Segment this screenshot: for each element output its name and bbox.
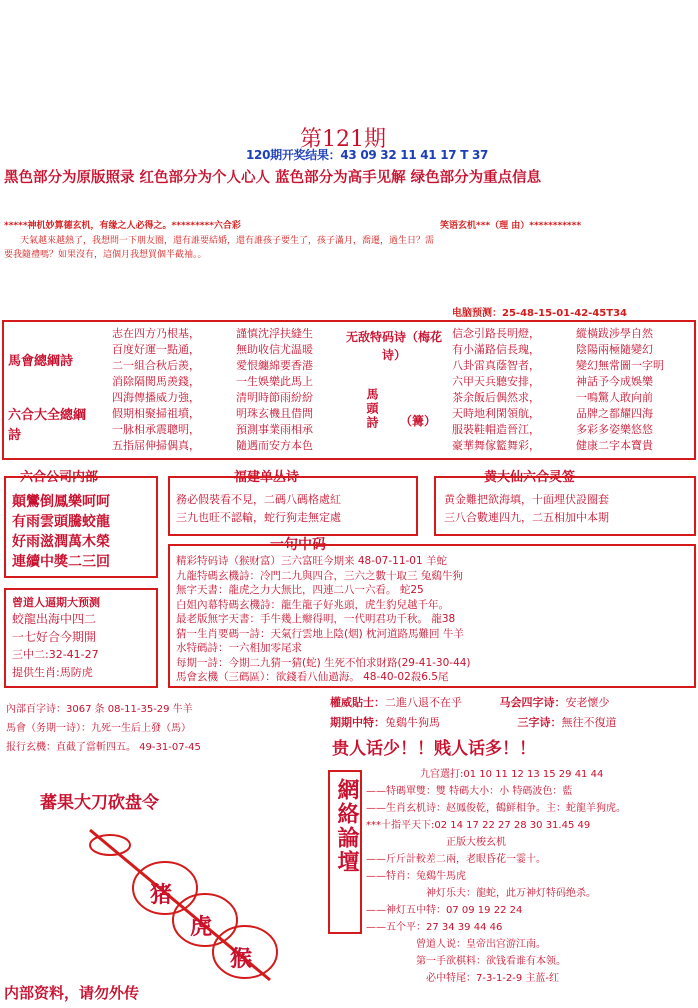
fujian-line-2: 三九也旺不認輸，蛇行狗走無定處 [176,511,341,524]
intro-right-title: 笑语玄机***（理 由）*********** [440,221,582,231]
poem-col-1: 志在四方乃根基， 百度好運一點通， 二一組合秋后羨， 消除隔閡馬羨錢， 四海傳播威力強， 假期相聚掃祖墳， 一脉相承震聰明， 五指屈伸掃偶真， [112,327,200,452]
horse-poem-label: 馬會總綱詩 [8,354,74,369]
fujian-title: 福建单丛诗 [234,470,300,485]
huangdaxian-title: 黄大仙六合灵签 [484,470,576,485]
luntan-vertical: 網絡論壇 [334,778,359,874]
daoren-box [4,588,158,688]
luntan-lines: 九宫選打:01 10 11 12 13 15 29 41 44 ——特碼單雙：雙 特碼大小：小 特碼波色：藍 ——生肖玄机诗：赵鳳俊乾，鶴鲜相争。主：蛇龍羊狗虎。 ***十指平天下:02 14 17 22 27 28 30 31.45 49 正版大梭玄机 ——斤斤計較差二兩，老眼昏花一霎十。 ——特肖：兔鷄牛馬虎 神灯乐夫：龍蛇，此万神灯特码绝杀。 ——神灯五中特：07 09 19 22 24 ——五个平：27 34 39 44 46 曾道人说：皇帝出宫游江南。 第一手欲棋料：欲钱看谁有本领。 必中特尾：7-3-1-2-9 主蓝-红 [366,769,626,984]
caiguo-bottom: 内部资料，请勿外传 [4,984,140,1002]
quanwei-row-1: 權威貼士：二進八退不在乎 马会四字诗：安老懷少 [330,696,610,709]
slogan: 贵人话少！！贱人话多！！ [332,739,536,759]
fruit-1: 猪 [150,883,173,908]
yiju-box [168,544,696,688]
internal-lines: 內部百字诗：3067 条 08-11-35-29 牛羊 馬會（务期一诗）：九死一生后上發（馬） 报行玄機：直截了當斬四五。 49-31-07-45 [6,704,201,753]
legend-line: 黑色部分为原版照录 红色部分为个人心人 蓝色部分为高手见解 绿色部分为重点信息 [4,170,542,186]
intro-text-2: 要我隨禮嗎？如果沒有，這個月我想買個半截袖。。 [4,250,207,260]
company-lines: 顛鸞倒鳳樂呵呵 有雨雲頭騰蛟龍 好雨滋潤萬木榮 連續中獎二三回 [12,494,110,570]
yiju-lines: 精彩特码诗（猴财富）三六富旺今期来 48-07-11-01 羊蛇 九龍特碼玄機詩：冷門二九與四合，三六之數十取三 兔鷄牛狗 無字天書：龍虎之力大無比，四連二八一六看。 蛇25 白姐內幕特碼玄機詩：龍生龍子好兆頭，虎生豹兒越千年。 最老版無字天書：手牛幾上辮得明，一代明君功千秋。 龍38 猜一生肖要碼一詩：天氣行雲地上陰(烟) 枕河道路馬難回 牛羊 水特碼詩：一六相加零尾求 每期一詩：今期二九猜一猜(蛇) 生死不怕求財路(29-41-30-44) 馬會玄機（三碼區）：欲錢看八仙過海。 48-40-02殺6.5尾 [176,555,471,683]
poem-col-3: 信念引路長明燈， 有小滿路信長瑰， 八卦雷真蔭智者， 六甲天兵聽安排， 茶余飯后偶然求， 天時地利閑領航， 服裝鞋帽造晉江， 豪華舞傢籃舞彩， [452,327,540,452]
yiju-title: 一句中码 [270,537,326,553]
results-line: 120期开奖结果：43 09 32 11 41 17 T 37 [246,148,489,162]
company-box [4,476,158,578]
center-poem-title: 无敌特码诗（梅花诗） [345,330,442,362]
intro-text-1: 天氣越來越熱了，我想問一下朋友圈，還有誰要結婚，還有誰孩子要生了，孩子滿月，喬遷，過生日？需 [20,236,435,246]
computer-prediction: 电脑预测：25-48-15-01-42-45T34 [452,308,627,319]
huangdaxian-line-1: 黄金難把欲海填，十面埋伏設圈套 [444,493,609,506]
daoren-line-2: 一七好合今期開 [12,630,97,644]
daoren-line-3: 三中二:32-41-27 [12,648,99,661]
company-title: 六合公司内部 [20,470,99,485]
luntan-vertical-box [328,770,362,934]
quanwei-row-2: 期期中特：兔鷄牛狗馬 三字诗：無往不復道 [330,716,617,729]
center-note: （篝） [400,414,437,428]
poem-col-4: 縱橫跋涉學自然 陰陽兩極隨變幻 變幻無常圖一字明 神話予今成娛樂 一鳴驚人敢向前 品牌之都耀四海 多彩多姿樂悠悠 健康二字本寶貴 [576,327,664,452]
daoren-line-4: 提供生肖:馬防虎 [12,666,93,679]
fujian-line-1: 務必假裝看不見，二碼八碼格處紅 [176,493,341,506]
caiguo-title: 蕃果大刀砍盘令 [40,793,159,813]
fujian-box [168,476,418,536]
liuhe-poem-label: 六合大全總綱詩 [8,408,87,443]
intro-left-title: *****神机妙算德玄机，有缘之人必得之。*********六合彩 [4,221,241,231]
huangdaxian-box [434,476,696,536]
poem-block [2,320,696,460]
fruit-3: 猴 [230,947,253,972]
huangdaxian-line-2: 三八合數連四九，二五相加中本期 [444,511,609,524]
fruit-2: 虎 [190,915,213,940]
poem-col-2: 謹慎沈浮扶縫生 無助收信尤温暖 愛恨纏綿要香港 一生娛樂此馬上 清明時節雨紛紛 明珠玄機且借問 預測事業雨相承 隨遇而安方本色 [236,327,313,452]
daoren-line-1: 蛟龍出海中四二 [12,612,97,626]
horse-head-poem: 馬頭詩 [365,388,379,430]
issue-title: 第121期 [300,127,386,152]
daoren-title: 曾道人逼期大预测 [12,596,100,609]
